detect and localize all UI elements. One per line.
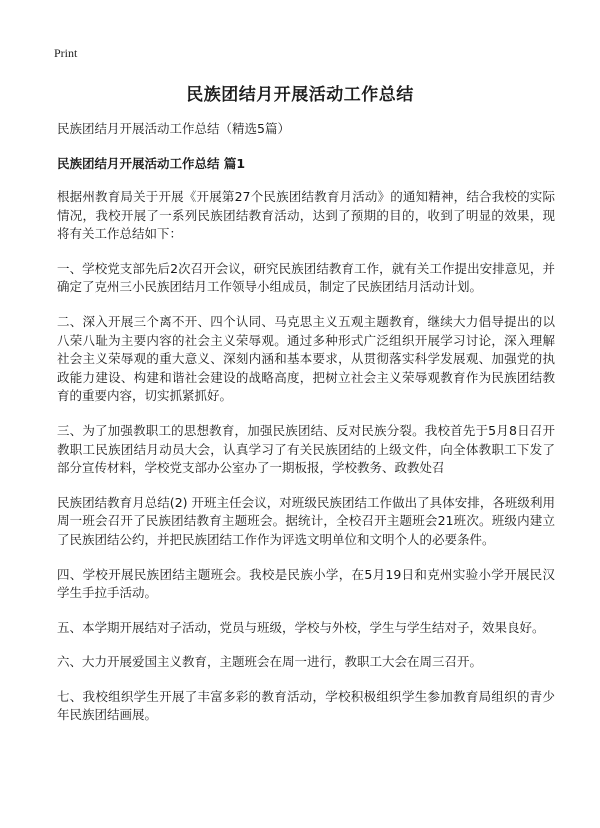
paragraph-item-4: 四、学校开展民族团结主题班会。我校是民族小学，在5月19日和克州实验小学开展民汉学生手拉手活动。 <box>57 566 555 601</box>
paragraph-item-7: 七、我校组织学生开展了丰富多彩的教育活动，学校积极组织学生参加教育局组织的青少年民族团结画展。 <box>57 688 555 723</box>
print-link[interactable]: Print <box>54 46 78 60</box>
article-body <box>57 119 555 741</box>
paragraph-item-5: 五、本学期开展结对子活动，党员与班级，学校与外校，学生与学生结对子，效果良好。 <box>57 619 545 635</box>
paragraph-item-3-continued: 民族团结教育月总结(2) 开班主任会议，对班级民族团结工作做出了具体安排，各班级利用周一班会召开了民族团结教育主题班会。据统计，全校召开主题班会21班次。班级内建立了民族团结公约，并把民族团结工作作为评选文明单位和文明个人的必要条件。 <box>57 494 555 547</box>
paragraph-item-2: 二、深入开展三个离不开、四个认同、马克思主义五观主题教育，继续大力倡导提出的以八荣八耻为主要内容的社会主义荣辱观。通过多种形式广泛组织开展学习讨论，深入理解社会主义荣辱观的重大意义、深刻内涵和基本要求，从贯彻落实科学发展观、加强党的执政能力建设、构建和谐社会建设的战略高度，把树立社会主义荣辱观教育作为民族团结教育的重要内容，切实抓紧抓好。 <box>57 313 555 404</box>
section-heading: 民族团结月开展活动工作总结 篇1 <box>57 156 246 171</box>
article-subtitle: 民族团结月开展活动工作总结（精选5篇） <box>57 121 290 136</box>
paragraph-item-3: 三、为了加强教职工的思想教育，加强民族团结、反对民族分裂。我校首先于5月8日召开教职工民族团结月动员大会，认真学习了有关民族团结的上级文件，向全体教职工下发了部分宣传材料，学校党支部办公室办了一期板报，学校教务、政教处召 <box>57 422 555 476</box>
paragraph-intro: 根据州教育局关于开展《开展第27个民族团结教育月活动》的通知精神，结合我校的实际情况，我校开展了一系列民族团结教育活动，达到了预期的目的，收到了明显的效果，现将有关工作总结如下： <box>57 189 555 242</box>
paragraph-item-1: 一、学校党支部先后2次召开会议，研究民族团结教育工作，就有关工作提出安排意见，并确定了克州三小民族团结月工作领导小组成员，制定了民族团结月活动计划。 <box>57 260 555 295</box>
paragraph-item-6: 六、大力开展爱国主义教育，主题班会在周一进行，教职工大会在周三召开。 <box>57 654 483 670</box>
page-title: 民族团结月开展活动工作总结 <box>186 85 414 105</box>
